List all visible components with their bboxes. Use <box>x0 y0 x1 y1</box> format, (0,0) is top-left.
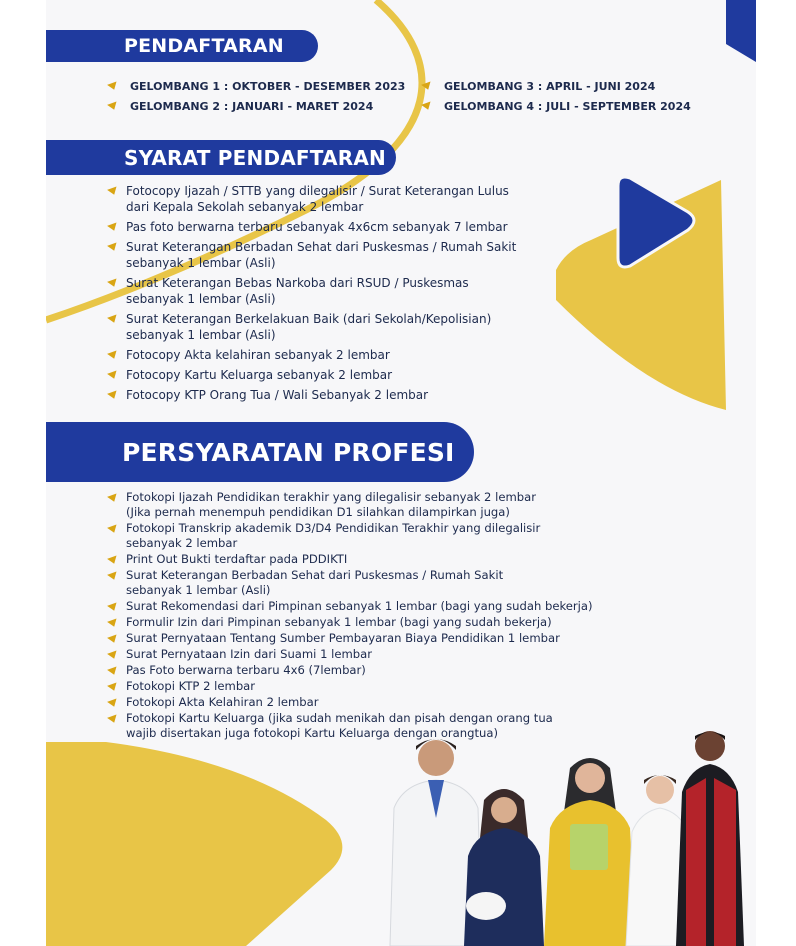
list-item-text: Surat Keterangan Bebas Narkoba dari RSUD / Puskesmas sebanyak 1 lembar (Asli) <box>126 276 469 306</box>
triangle-bullet-icon <box>107 603 119 613</box>
triangle-bullet-icon <box>107 223 119 233</box>
triangle-bullet-icon <box>107 683 119 693</box>
triangle-bullet-icon <box>107 525 119 535</box>
list-item-text: Surat Keterangan Berbadan Sehat dari Puskesmas / Rumah Sakit sebanyak 1 lembar (Asli) <box>126 568 504 597</box>
syarat-list <box>108 183 516 407</box>
list-item-text: Surat Rekomendasi dari Pimpinan sebanyak 1 lembar (bagi yang sudah bekerja) <box>126 599 593 613</box>
list-item-text: Formulir Izin dari Pimpinan sebanyak 1 lembar (bagi yang sudah bekerja) <box>126 615 552 629</box>
list-item-text: Print Out Bukti terdaftar pada PDDIKTI <box>126 552 348 566</box>
triangle-bullet-icon <box>107 715 119 725</box>
triangle-bullet-icon <box>107 699 119 709</box>
triangle-bullet-icon <box>107 619 119 629</box>
list-item-text: Fotocopy Ijazah / STTB yang dilegalisir / Surat Keterangan Lulus dari Kepala Sekolah sebanyak 2 lembar <box>126 184 509 214</box>
list-item-text: Pas foto berwarna terbaru sebanyak 4x6cm sebanyak 7 lembar <box>126 220 508 234</box>
list-item <box>108 552 593 567</box>
triangle-bullet-icon <box>107 102 119 112</box>
list-item <box>108 647 593 662</box>
gelombang-4 <box>422 100 691 113</box>
play-icon <box>608 172 700 272</box>
triangle-bullet-icon <box>107 187 119 197</box>
section-title-text: SYARAT PENDAFTARAN <box>124 145 386 170</box>
student-figure <box>544 758 636 946</box>
triangle-bullet-icon <box>107 572 119 582</box>
triangle-bullet-icon <box>107 315 119 325</box>
triangle-bullet-icon <box>107 82 119 92</box>
section-title-profesi <box>46 422 474 482</box>
list-item <box>108 490 593 520</box>
gelombang-3 <box>422 80 655 93</box>
list-item <box>108 367 516 383</box>
list-item-text: Fotokopi Akta Kelahiran 2 lembar <box>126 695 319 709</box>
section-title-text: PERSYARATAN PROFESI <box>122 437 455 467</box>
triangle-bullet-icon <box>107 667 119 677</box>
triangle-bullet-icon <box>421 102 433 112</box>
brochure-page <box>46 0 756 946</box>
gelombang-text: GELOMBANG 4 : JULI - SEPTEMBER 2024 <box>444 100 691 113</box>
list-item <box>108 615 593 630</box>
triangle-bullet-icon <box>107 351 119 361</box>
list-item-text: Fotocopy KTP Orang Tua / Wali Sebanyak 2 lembar <box>126 388 429 402</box>
list-item <box>108 695 593 710</box>
triangle-bullet-icon <box>107 556 119 566</box>
list-item-text: Fotocopy Akta kelahiran sebanyak 2 lembar <box>126 348 390 362</box>
list-item-text: Surat Keterangan Berkelakuan Baik (dari Sekolah/Kepolisian) sebanyak 1 lembar (Asli) <box>126 312 492 342</box>
gelombang-1 <box>108 80 405 93</box>
list-item <box>108 679 593 694</box>
list-item-text: Fotocopy Kartu Keluarga sebanyak 2 lembar <box>126 368 393 382</box>
list-item <box>108 311 516 343</box>
list-item-text: Surat Keterangan Berbadan Sehat dari Puskesmas / Rumah Sakit sebanyak 1 lembar (Asli) <box>126 240 517 270</box>
gelombang-2 <box>108 100 373 113</box>
section-title-pendaftaran <box>46 30 318 62</box>
gelombang-text: GELOMBANG 1 : OKTOBER - DESEMBER 2023 <box>130 80 406 93</box>
section-title-text: PENDAFTARAN <box>124 35 284 57</box>
section-title-syarat <box>46 140 396 175</box>
list-item-text: Fotokopi Ijazah Pendidikan terakhir yang dilegalisir sebanyak 2 lembar (Jika pernah menempuh pendidikan D1 silahkan dilampirkan juga) <box>126 490 536 519</box>
list-item <box>108 599 593 614</box>
triangle-bullet-icon <box>107 371 119 381</box>
students-photo <box>364 728 746 946</box>
triangle-bullet-icon <box>107 494 119 504</box>
list-item-text: Fotokopi Kartu Keluarga (jika sudah menikah dan pisah dengan orang tua wajib disertakan juga fotokopi Kartu Keluarga dengan orangtua) <box>126 711 553 740</box>
list-item-text: Surat Pernyataan Tentang Sumber Pembayaran Biaya Pendidikan 1 lembar <box>126 631 560 645</box>
triangle-bullet-icon <box>421 82 433 92</box>
list-item <box>108 275 516 307</box>
list-item <box>108 631 593 646</box>
triangle-bullet-icon <box>107 279 119 289</box>
triangle-bullet-icon <box>107 391 119 401</box>
list-item-text: Pas Foto berwarna terbaru 4x6 (7lembar) <box>126 663 366 677</box>
profesi-list <box>108 490 593 742</box>
list-item <box>108 239 516 271</box>
triangle-bullet-icon <box>107 243 119 253</box>
gelombang-text: GELOMBANG 2 : JANUARI - MARET 2024 <box>130 100 374 113</box>
corner-accent <box>726 0 756 62</box>
student-figure <box>676 731 744 946</box>
list-item <box>108 663 593 678</box>
list-item-text: Fotokopi Transkrip akademik D3/D4 Pendidikan Terakhir yang dilegalisir sebanyak 2 lembar <box>126 521 541 550</box>
gelombang-text: GELOMBANG 3 : APRIL - JUNI 2024 <box>444 80 656 93</box>
triangle-bullet-icon <box>107 651 119 661</box>
list-item <box>108 183 516 215</box>
list-item <box>108 219 516 235</box>
list-item <box>108 347 516 363</box>
list-item <box>108 521 593 551</box>
list-item-text: Fotokopi KTP 2 lembar <box>126 679 256 693</box>
gold-triangle-bottom <box>46 742 342 946</box>
list-item-text: Surat Pernyataan Izin dari Suami 1 lembar <box>126 647 373 661</box>
list-item <box>108 387 516 403</box>
list-item <box>108 568 593 598</box>
triangle-bullet-icon <box>107 635 119 645</box>
